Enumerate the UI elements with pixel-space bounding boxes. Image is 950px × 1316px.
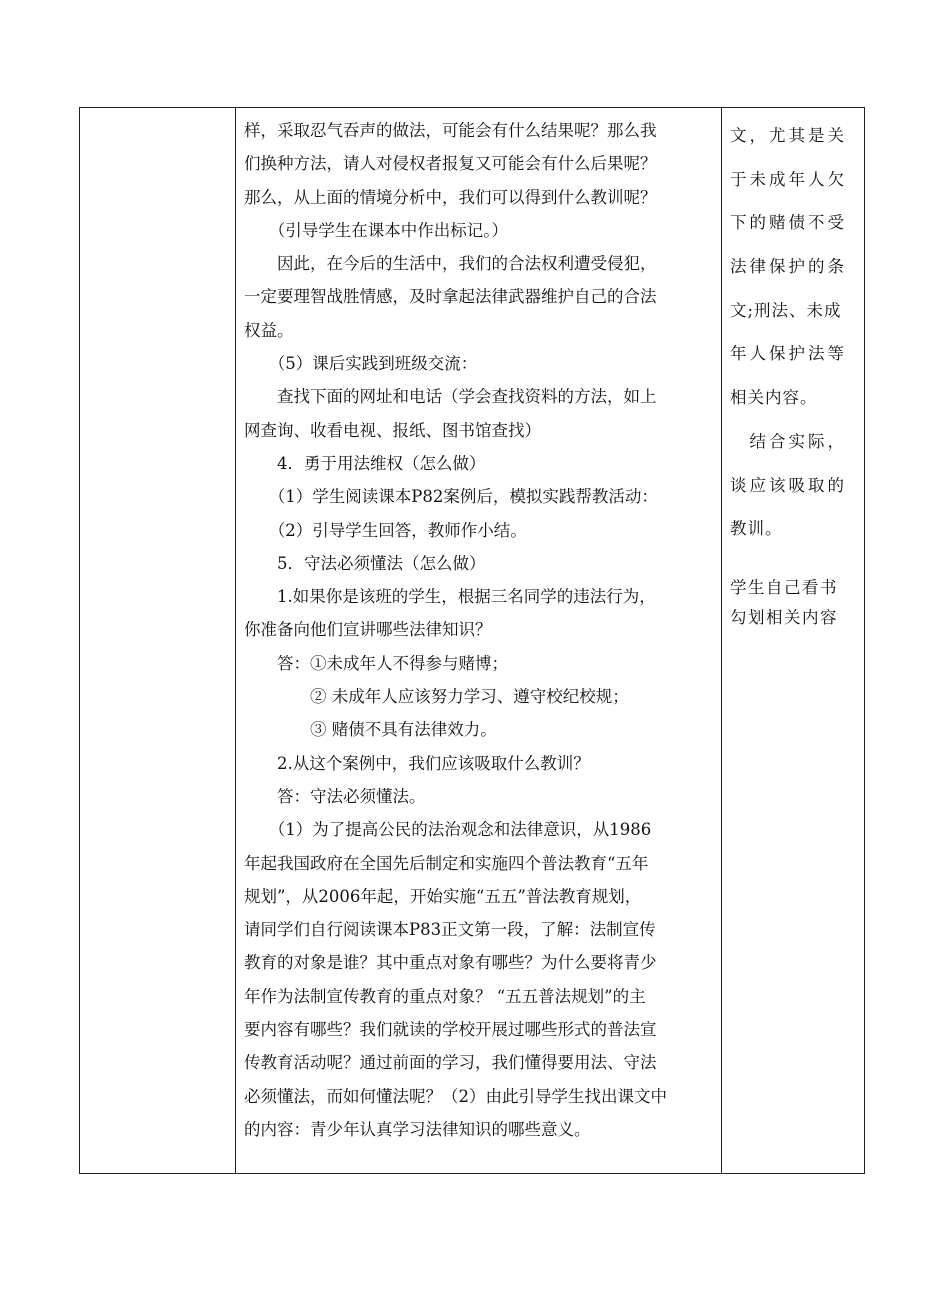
- text-line: 样，采取忍气吞声的做法，可能会有什么结果呢？那么我: [244, 121, 657, 140]
- spacer: [730, 551, 858, 573]
- text-line: 5．守法必须懂法（怎么做）: [244, 553, 486, 573]
- text-line: 请同学们自行阅读课本P83正文第一段，了解：法制宣传: [244, 920, 656, 940]
- text-line: 年作为法制宣传教育的重点对象？ “五五普法规划”的主: [244, 986, 646, 1006]
- text-line: 网查询、收看电视、报纸、图书馆查找）: [244, 420, 541, 440]
- text-line: 法律保护的条: [730, 257, 847, 277]
- text-line: （1）学生阅读课本P82案例后，模拟实践帮教活动：: [244, 487, 658, 507]
- lesson-plan-table: [79, 107, 865, 1174]
- text-line: 4．勇于用法维权（怎么做）: [244, 453, 486, 473]
- text-line: 规划”，从2006年起，开始实施“五五”普法教育规划，: [244, 886, 642, 906]
- text-line: 教育的对象是谁？其中重点对象有哪些？为什么要将青少: [244, 953, 657, 973]
- text-line: 必须懂法，而如何懂法呢？（2）由此引导学生找出课文中: [244, 1086, 667, 1106]
- text-line: 权益。: [244, 320, 294, 340]
- text-line: （1）为了提高公民的法治观念和法律意识，从1986: [244, 820, 652, 840]
- text-line: 于未成年人欠: [730, 169, 847, 189]
- text-line: 勾划相关内容: [730, 607, 838, 627]
- text-line: 相关内容。: [730, 388, 818, 408]
- text-line: ② 未成年人应该努力学习、遵守校纪校规；: [244, 687, 629, 707]
- text-line: ③ 赌债不具有法律效力。: [244, 720, 497, 740]
- text-line: 答：守法必须懂法。: [244, 786, 426, 806]
- text-line: 你准备向他们宣讲哪些法律知识？: [244, 620, 492, 640]
- text-line: （引导学生在课本中作出标记。）: [244, 220, 508, 240]
- text-line: 的内容：青少年认真学习法律知识的哪些意义。: [244, 1119, 591, 1139]
- text-line: 2.从这个案例中，我们应该吸取什么教训？: [244, 753, 590, 773]
- left-column: [80, 108, 236, 1173]
- text-line: 查找下面的网址和电话（学会查找资料的方法，如上: [244, 387, 657, 407]
- text-line: 因此，在今后的生活中，我们的合法权利遭受侵犯，: [244, 254, 657, 274]
- text-line: 教训。: [730, 519, 783, 539]
- text-line: 答：①未成年人不得参与赌博；: [244, 653, 508, 673]
- text-line: 们换种方法，请人对侵权者报复又可能会有什么后果呢？: [244, 154, 657, 174]
- text-line: 下的赌债不受: [730, 213, 847, 233]
- text-line: 那么，从上面的情境分析中，我们可以得到什么教训呢？: [244, 187, 657, 207]
- text-line: （2）引导学生回答，教师作小结。: [244, 520, 527, 540]
- text-line: 文，尤其是关: [730, 126, 847, 145]
- text-line: 1.如果你是该班的学生，根据三名同学的违法行为，: [244, 587, 656, 607]
- text-line: 要内容有哪些？我们就读的学校开展过哪些形式的普法宣: [244, 1020, 657, 1040]
- text-line: 年人保护法等: [730, 344, 847, 364]
- text-line: 传教育活动呢？通过前面的学习，我们懂得要用法、守法: [244, 1053, 657, 1073]
- text-line: 一定要理智战胜情感，及时拿起法律武器维护自己的合法: [244, 287, 657, 307]
- student-activity-column: [722, 108, 864, 1173]
- text-line: 年起我国政府在全国先后制定和实施四个普法教育“五年: [244, 853, 649, 873]
- text-line: 谈应该吸取的: [730, 475, 847, 495]
- text-line: 学生自己看书: [730, 577, 838, 597]
- text-line: （5）课后实践到班级交流：: [244, 354, 478, 374]
- text-line: 结合实际，: [730, 431, 847, 451]
- teaching-process-column: [236, 108, 722, 1173]
- text-line: 文;刑法、未成: [730, 300, 842, 320]
